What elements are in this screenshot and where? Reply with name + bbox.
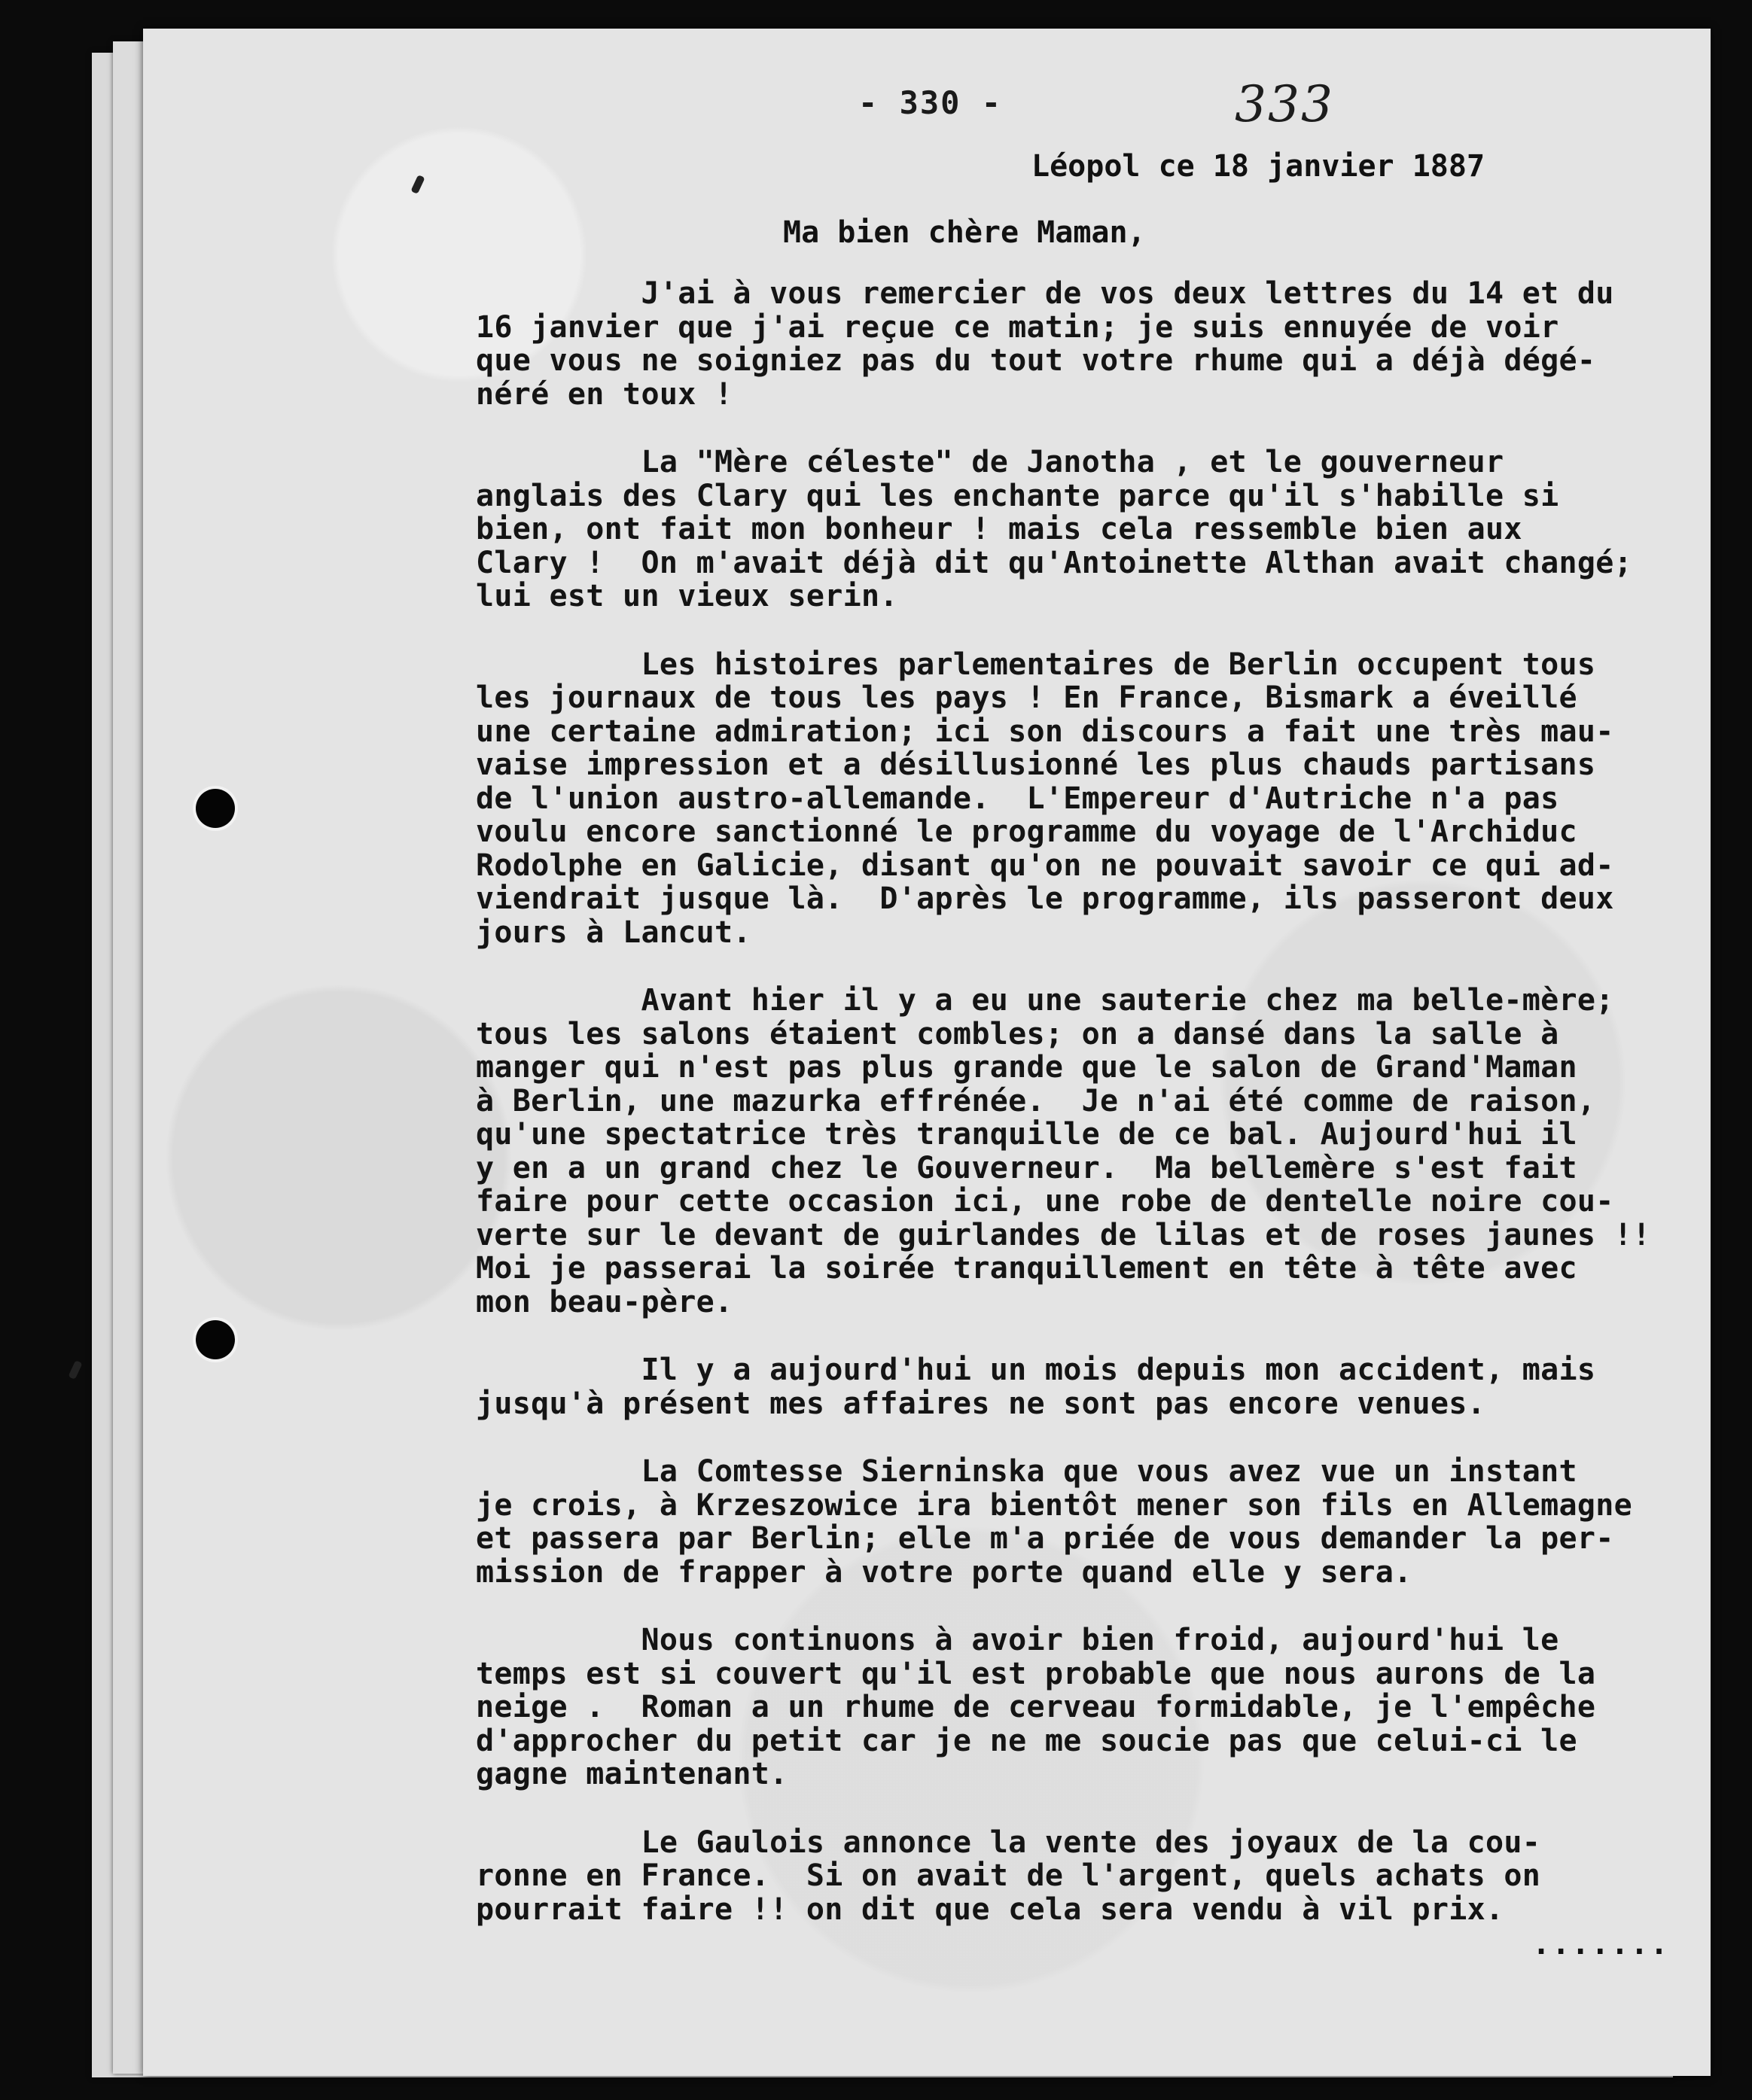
text-line: pourrait faire !! on dit que cela sera vendu à vil prix. [476,1892,1504,1927]
text-line: Moi je passerai la soirée tranquillement en tête à tête avec [476,1251,1577,1286]
text-line: neige . Roman a un rhume de cerveau formidable, je l'empêche [476,1690,1596,1724]
text-line: temps est si couvert qu'il est probable que nous aurons de la [476,1656,1596,1691]
text-line: d'approcher du petit car je ne me soucie pas que celui-ci le [476,1723,1577,1758]
text-line: Nous continuons à avoir bien froid, aujourd'hui le [476,1623,1559,1657]
text-line: 16 janvier que j'ai reçue ce matin; je suis ennuyée de voir [476,309,1559,345]
text-line: voulu encore sanctionné le programme du voyage de l'Archiduc [476,814,1577,849]
paragraph [476,1624,1711,1791]
text-line: une certaine admiration; ici son discours a fait une très mau- [476,714,1614,749]
paragraph [476,1353,1711,1420]
text-line: jusqu'à présent mes affaires ne sont pas encore venues. [476,1386,1486,1421]
margin-mark [410,175,425,194]
margin-mark [68,1360,82,1380]
text-line: anglais des Clary qui les enchante parce qu'il s'habille si [476,478,1559,513]
paragraph [476,1826,1711,1927]
punch-hole-upper [196,789,235,828]
text-line: gagne maintenant. [476,1757,788,1791]
text-line: viendrait jusque là. D'après le programme, ils passeront deux [476,881,1614,916]
text-line: qu'une spectatrice très tranquille de ce bal. Aujourd'hui il [476,1117,1577,1152]
text-line: que vous ne soigniez pas du tout votre rhume qui a déjà dégé- [476,343,1596,378]
text-line: néré en toux ! [476,376,733,412]
text-line: ronne en France. Si on avait de l'argent, quels achats on [476,1858,1541,1893]
paragraph [476,984,1711,1319]
text-line: verte sur le devant de guirlandes de lilas et de roses jaunes !! [476,1217,1651,1252]
text-line: mission de frapper à votre porte quand elle y sera. [476,1554,1412,1590]
salutation: Ma bien chère Maman, [783,215,1146,250]
text-line: vaise impression et a désillusionné les plus chauds partisans [476,747,1596,782]
text-line: Le Gaulois annonce la vente des joyaux de la cou- [476,1825,1541,1860]
text-line: à Berlin, une mazurka effrénée. Je n'ai été comme de raison, [476,1083,1596,1118]
punch-hole-lower [196,1320,235,1359]
text-line: mon beau-père. [476,1284,733,1319]
typed-page-number: - 330 - [858,84,1003,121]
paragraph [476,648,1711,950]
text-line: jours à Lancut. [476,915,751,950]
text-line: Les histoires parlementaires de Berlin occupent tous [476,647,1596,682]
text-line: La "Mère céleste" de Janotha , et le gouverneur [476,445,1504,479]
text-line: y en a un grand chez le Gouverneur. Ma bellemère s'est fait [476,1150,1577,1185]
text-line: Avant hier il y a eu une sauterie chez ma belle-mère; [476,983,1614,1018]
text-line: tous les salons étaient combles; on a dansé dans la salle à [476,1016,1559,1052]
paragraph [476,446,1711,613]
letter-body [476,277,1711,1961]
text-line: manger qui n'est pas plus grande que le salon de Grand'Maman [476,1050,1577,1085]
text-line: les journaux de tous les pays ! En France, Bismark a éveillé [476,680,1577,715]
text-line: J'ai à vous remercier de vos deux lettres du 14 et du [476,276,1614,311]
text-line: La Comtesse Sierninska que vous avez vue un instant [476,1454,1577,1489]
text-line: lui est un vieux serin. [476,579,898,613]
date-line: Léopol ce 18 janvier 1887 [1031,149,1485,184]
text-line: Clary ! On m'avait déjà dit qu'Antoinette Althan avait changé; [476,545,1633,580]
continuation-dots: ....... [1532,1927,1670,1962]
text-line: je crois, à Krzeszowice ira bientôt mener son fils en Allemagne [476,1487,1633,1523]
text-line: faire pour cette occasion ici, une robe de dentelle noire cou- [476,1184,1614,1219]
text-line: Rodolphe en Galicie, disant qu'on ne pouvait savoir ce qui ad- [476,848,1614,883]
paragraph [476,277,1711,411]
paragraph [476,1455,1711,1589]
text-line: et passera par Berlin; elle m'a priée de vous demander la per- [476,1521,1614,1556]
text-line: bien, ont fait mon bonheur ! mais cela ressemble bien aux [476,512,1522,546]
text-line: de l'union austro-allemande. L'Empereur d'Autriche n'a pas [476,781,1559,816]
text-line: Il y a aujourd'hui un mois depuis mon accident, mais [476,1353,1596,1387]
handwritten-page-number: 333 [1235,75,1334,133]
